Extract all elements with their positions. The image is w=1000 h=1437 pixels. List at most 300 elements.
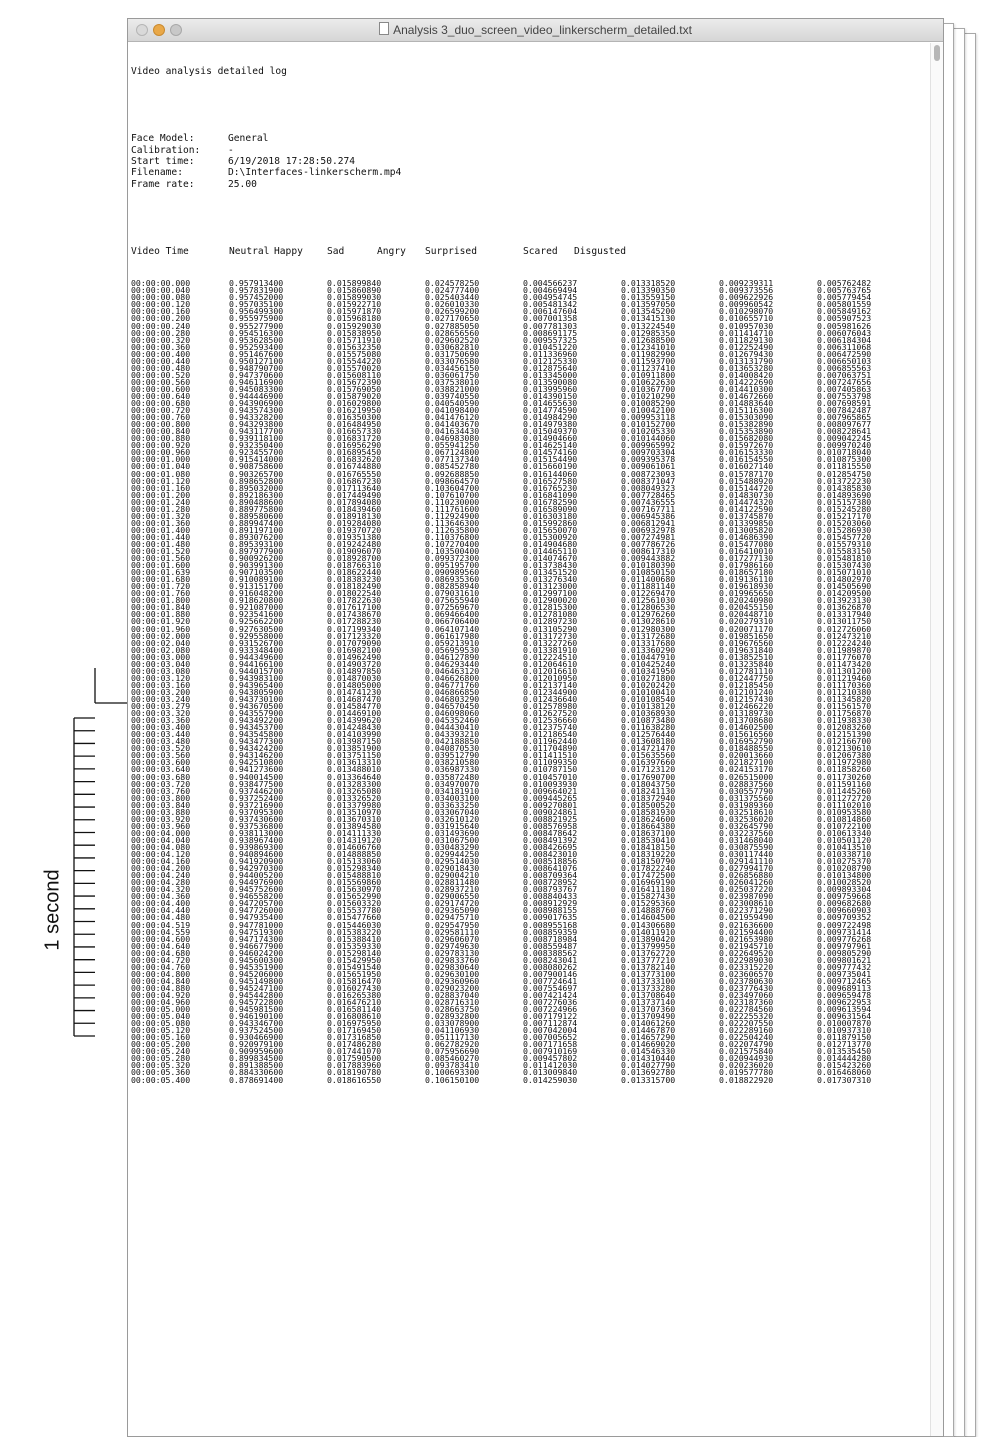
table-cell: 0.012576440 (621, 729, 676, 740)
table-cell: 0.013762720 (621, 947, 676, 958)
table-cell: 0.013545200 (621, 306, 676, 317)
table-cell: 0.018150790 (621, 856, 676, 867)
table-cell: 0.006472590 (817, 348, 872, 359)
table-cell: 0.023008610 (719, 898, 774, 909)
table-cell: 0.012976260 (621, 609, 676, 620)
table-cell: 0.012561030 (621, 595, 676, 606)
column-header: Disgusted (574, 246, 626, 258)
table-cell: 0.020944930 (719, 1053, 774, 1064)
table-cell: 0.008718984 (523, 933, 578, 944)
table-cell: 0.011414710 (719, 327, 774, 338)
table-cell: 0.008388562 (523, 947, 578, 958)
table-cell: 0.013559150 (621, 292, 676, 303)
table-cell: 0.014259030 (523, 1074, 578, 1085)
table-cell: 00:00:00.360 (131, 341, 191, 352)
table-cell: 00:00:00.600 (131, 383, 191, 394)
table-cell: 0.946677900 (229, 940, 284, 951)
table-cell: 0.018928700 (327, 553, 382, 564)
table-cell: 0.907103500 (229, 567, 284, 578)
table-cell: 0.015544220 (327, 355, 382, 366)
table-cell: 0.030875590 (719, 841, 774, 852)
table-cell: 0.014469100 (327, 708, 382, 719)
table-cell: 0.019851650 (719, 630, 774, 641)
table-cell: 0.038821000 (425, 383, 480, 394)
table-cell: 0.947935400 (229, 912, 284, 923)
table-cell: 0.016219950 (327, 405, 382, 416)
table-cell: 0.017883960 (327, 1060, 382, 1071)
table-cell: 0.007001358 (523, 313, 578, 324)
table-cell: 00:00:05.240 (131, 1046, 191, 1057)
table-cell: 0.903265700 (229, 468, 284, 479)
table-cell: 0.013782140 (621, 961, 676, 972)
table-cell: 0.016303180 (523, 510, 578, 521)
table-cell: 0.018616550 (327, 1074, 382, 1085)
table-cell: 0.908758600 (229, 461, 284, 472)
table-cell: 00:00:04.200 (131, 863, 191, 874)
table-cell: 0.017822240 (621, 863, 676, 874)
table-cell: 0.018822920 (719, 1074, 774, 1085)
table-cell: 00:00:04.480 (131, 912, 191, 923)
table-cell: 0.008859359 (523, 926, 578, 937)
table-cell: 0.945206000 (229, 968, 284, 979)
table-cell: 0.013737140 (621, 997, 676, 1008)
table-cell: 0.007728465 (621, 489, 676, 500)
table-cell: 0.039512790 (425, 750, 480, 761)
table-cell: 0.012875640 (523, 362, 578, 373)
table-cell: 0.015583150 (817, 546, 872, 557)
table-cell: 0.014061260 (621, 1018, 676, 1029)
table-cell: 0.895393100 (229, 538, 284, 549)
table-cell: 0.012815300 (523, 602, 578, 613)
table-cell: 0.947174300 (229, 933, 284, 944)
table-cell: 0.007224966 (523, 1004, 578, 1015)
table-cell: 0.018657180 (719, 567, 774, 578)
table-cell: 00:00:01.200 (131, 489, 191, 500)
table-cell: 0.059213910 (425, 637, 480, 648)
table-cell: 0.012166700 (817, 736, 872, 747)
table-cell: 00:00:01.440 (131, 531, 191, 542)
table-cell: 0.937430600 (229, 813, 284, 824)
table-cell: 0.095195700 (425, 560, 480, 571)
table-cell: 0.015971870 (327, 306, 382, 317)
table-cell: 0.941273600 (229, 764, 284, 775)
table-cell: 0.018383230 (327, 574, 382, 585)
table-cell: 0.939118100 (229, 433, 284, 444)
table-cell: 0.013265080 (327, 785, 382, 796)
table-cell: 0.023606570 (719, 968, 774, 979)
table-cell: 00:00:01.720 (131, 581, 191, 592)
table-cell: 0.015575080 (327, 348, 382, 359)
table-cell: 0.026599200 (425, 306, 480, 317)
table-cell: 0.009659478 (817, 989, 872, 1000)
table-cell: 0.015968180 (327, 313, 382, 324)
table-cell: 0.008617310 (621, 546, 676, 557)
table-cell: 0.013009840 (523, 1067, 578, 1078)
table-cell: 0.032610120 (425, 813, 480, 824)
table-cell: 0.014385830 (817, 482, 872, 493)
table-cell: 0.010447910 (621, 651, 676, 662)
table-cell: 0.113646300 (425, 517, 480, 528)
table-cell: 0.021594400 (719, 926, 774, 937)
table-cell: 0.011638280 (621, 722, 676, 733)
table-cell: 00:00:01.280 (131, 503, 191, 514)
table-cell: 0.910089100 (229, 574, 284, 585)
table-cell: 0.011776070 (817, 651, 872, 662)
table-cell: 0.015477080 (719, 538, 774, 549)
table-cell: 0.015992860 (523, 517, 578, 528)
table-cell: 0.009735041 (817, 968, 872, 979)
table-cell: 0.014410300 (719, 383, 774, 394)
table-cell: 0.007247656 (817, 376, 872, 387)
table-cell: 00:00:01.120 (131, 475, 191, 486)
table-cell: 0.031493690 (425, 827, 480, 838)
table-cell: 0.937446200 (229, 785, 284, 796)
table-cell: 00:00:03.800 (131, 792, 191, 803)
table-cell: 0.006184304 (817, 334, 872, 345)
column-header: Happy (274, 246, 303, 258)
table-cell: 0.897977900 (229, 546, 284, 557)
table-cell: 00:00:01.880 (131, 609, 191, 620)
table-cell: 0.011879150 (817, 1032, 872, 1043)
table-cell: 0.927630500 (229, 623, 284, 634)
table-cell: 0.018418150 (621, 841, 676, 852)
table-cell: 0.009797961 (817, 940, 872, 951)
table-cell: 0.011411510 (523, 750, 578, 761)
table-cell: 0.017986160 (719, 560, 774, 571)
table-cell: 0.011336960 (523, 348, 578, 359)
table-cell: 0.019965650 (719, 588, 774, 599)
table-cell: 0.009960542 (719, 299, 774, 310)
table-cell: 0.007063751 (817, 369, 872, 380)
table-cell: 00:00:01.760 (131, 588, 191, 599)
metadata-row (131, 179, 929, 190)
ruler-label (38, 869, 68, 951)
table-cell: 0.011099350 (523, 757, 578, 768)
table-cell: 0.007112874 (523, 1018, 578, 1029)
table-cell: 0.009777432 (817, 961, 872, 972)
table-cell: 0.014883640 (719, 398, 774, 409)
table-cell: 0.015672390 (327, 376, 382, 387)
table-cell: 00:00:01.600 (131, 560, 191, 571)
table-cell: 0.008955168 (523, 919, 578, 930)
table-cell: 0.011982990 (621, 348, 676, 359)
table-cell: 0.012713770 (817, 1039, 872, 1050)
table-cell: 0.055941250 (425, 440, 480, 451)
table-cell: 0.028932800 (425, 1011, 480, 1022)
table-cell: 0.020236020 (719, 1060, 774, 1071)
table-cell: 0.943346700 (229, 1018, 284, 1029)
table-cell: 0.041403670 (425, 419, 480, 430)
table-cell: 0.916048200 (229, 588, 284, 599)
table-cell: 0.010298070 (719, 306, 774, 317)
table-cell: 0.943146200 (229, 750, 284, 761)
table-cell: 0.013227260 (523, 637, 578, 648)
table-cell: 0.878691400 (229, 1074, 284, 1085)
table-cell: 0.005981626 (817, 320, 872, 331)
table-cell: 0.026856880 (719, 870, 774, 881)
table-cell: 0.009805290 (817, 947, 872, 958)
table-cell: 0.022371290 (719, 905, 774, 916)
metadata-row (131, 167, 929, 178)
table-cell: 0.029630100 (425, 968, 480, 979)
table-cell: 0.015154490 (523, 454, 578, 465)
table-cell: 0.009613594 (817, 1004, 872, 1015)
table-cell: 0.007005652 (523, 1032, 578, 1043)
table-cell: 0.889580600 (229, 510, 284, 521)
table-cell: 0.015298340 (327, 863, 382, 874)
table-cell: 0.028937210 (425, 884, 480, 895)
table-cell: 0.010501120 (817, 834, 872, 845)
table-cell: 0.013105290 (523, 623, 578, 634)
table-cell: 00:00:05.000 (131, 1004, 191, 1015)
table-cell: 0.010085290 (621, 398, 676, 409)
table-cell: 0.013364640 (327, 771, 382, 782)
table-cell: 0.015632350 (327, 341, 382, 352)
table-cell: 0.016411180 (621, 884, 676, 895)
table-cell: 0.920979100 (229, 1039, 284, 1050)
table-cell: 0.009664021 (523, 785, 578, 796)
table-cell: 0.011210380 (817, 686, 872, 697)
table-cell: 0.009061061 (621, 461, 676, 472)
table-cell: 0.026041260 (719, 877, 774, 888)
table-cell: 0.007553798 (817, 390, 872, 401)
scrollbar-thumb[interactable] (934, 45, 940, 61)
table-cell: 0.945351900 (229, 961, 284, 972)
table-cell: 0.008840433 (523, 891, 578, 902)
table-cell: 0.027994170 (719, 863, 774, 874)
table-cell: 0.013028610 (621, 616, 676, 627)
table-cell: 0.947726000 (229, 905, 284, 916)
table-cell: 00:00:00.760 (131, 412, 191, 423)
table-cell: 0.010271800 (621, 672, 676, 683)
table-cell: 0.015650070 (523, 524, 578, 535)
table-cell: 0.923455700 (229, 447, 284, 458)
table-cell: 0.013722230 (817, 475, 872, 486)
table-cell: 0.110376800 (425, 531, 480, 542)
metadata-value: D:\Interfaces-linkerscherm.mp4 (228, 167, 402, 179)
table-cell: 0.009622926 (719, 292, 774, 303)
table-cell: 0.010093930 (523, 778, 578, 789)
table-cell: 00:00:00.520 (131, 369, 191, 380)
table-cell: 0.022289160 (719, 1025, 774, 1036)
table-cell: 0.956499300 (229, 306, 284, 317)
table-cell: 0.020455150 (719, 602, 774, 613)
table-cell: 0.029944250 (425, 849, 480, 860)
table-cell: 0.013894580 (327, 820, 382, 831)
table-cell: 0.007698591 (817, 398, 872, 409)
table-cell: 00:00:03.960 (131, 820, 191, 831)
table-cell: 0.012900020 (523, 595, 578, 606)
table-cell: 0.111761600 (425, 503, 480, 514)
table-cell: 0.017441070 (327, 1046, 382, 1057)
table-cell: 00:00:05.400 (131, 1074, 191, 1085)
table-cell: 0.012447750 (719, 672, 774, 683)
table-cell: 0.016581140 (327, 1004, 382, 1015)
table-cell: 0.051117130 (425, 1032, 480, 1043)
table-cell: 0.037538010 (425, 376, 480, 387)
table-cell: 0.010367700 (621, 383, 676, 394)
table-cell: 0.006932978 (621, 524, 676, 535)
table-cell: 0.953628500 (229, 334, 284, 345)
table-cell: 0.005907523 (817, 313, 872, 324)
table-cell: 0.018622440 (327, 567, 382, 578)
table-cell: 0.022504240 (719, 1032, 774, 1043)
table-cell: 0.008478642 (523, 827, 578, 838)
table-cell: 0.943906900 (229, 398, 284, 409)
table-cell: 0.011473420 (817, 658, 872, 669)
table-cell: 0.943477300 (229, 736, 284, 747)
table-cell: 0.019577780 (719, 1067, 774, 1078)
table-cell: 0.015303090 (719, 412, 774, 423)
table-cell: 0.015608110 (327, 369, 382, 380)
table-cell: 0.028837560 (719, 778, 774, 789)
table-cell: 0.009042245 (817, 433, 872, 444)
table-cell: 0.015217170 (817, 510, 872, 521)
table-cell: 0.005481342 (523, 299, 578, 310)
table-cell: 0.085452780 (425, 461, 480, 472)
table-cell: 0.014103990 (327, 729, 382, 740)
table-cell: 0.007171658 (523, 1039, 578, 1050)
table-cell: 0.013318520 (621, 278, 676, 289)
table-cell: 0.017199340 (327, 623, 382, 634)
table-cell: 0.011858260 (817, 764, 872, 775)
table-cell: 0.899834500 (229, 1053, 284, 1064)
table-cell: 0.011561570 (817, 701, 872, 712)
table-cell: 0.016027140 (719, 461, 774, 472)
table-cell: 0.031750690 (425, 348, 480, 359)
table-cell: 0.034181910 (425, 785, 480, 796)
table-cell: 0.010134800 (817, 870, 872, 881)
table-cell: 00:00:04.240 (131, 870, 191, 881)
table-cell: 0.008793767 (523, 884, 578, 895)
table-cell: 0.007910169 (523, 1046, 578, 1057)
table-cell: 0.010210290 (621, 390, 676, 401)
table-cell: 00:00:05.120 (131, 1025, 191, 1036)
table-cell: 00:00:00.800 (131, 419, 191, 430)
window-title-wrap (128, 22, 943, 37)
table-cell: 0.092688850 (425, 468, 480, 479)
table-cell: 0.005762482 (817, 278, 872, 289)
table-cell: 0.016484950 (327, 419, 382, 430)
table-cell: 0.018043750 (621, 778, 676, 789)
table-cell: 0.943557900 (229, 708, 284, 719)
table-cell: 00:00:03.440 (131, 729, 191, 740)
table-cell: 0.013745870 (719, 510, 774, 521)
table-cell: 0.014584770 (327, 701, 382, 712)
table-cell: 0.013995960 (523, 383, 578, 394)
table-cell: 0.013399850 (719, 517, 774, 528)
table-cell: 0.021636600 (719, 919, 774, 930)
table-cell: 0.014805000 (327, 679, 382, 690)
table-cell: 0.018182490 (327, 581, 382, 592)
table-cell: 0.015388410 (327, 933, 382, 944)
table-cell: 0.011345820 (817, 694, 872, 704)
table-cell: 0.890488600 (229, 496, 284, 507)
table-cell: 0.012130610 (817, 743, 872, 754)
table-cell: 0.006812941 (621, 517, 676, 528)
title-bar[interactable] (128, 19, 943, 42)
table-cell: 0.022784560 (719, 1004, 774, 1015)
table-cell: 0.943117700 (229, 426, 284, 437)
table-cell: 00:00:04.680 (131, 947, 191, 958)
log-content[interactable] (131, 43, 929, 1436)
table-cell: 0.046803290 (425, 694, 480, 704)
table-cell: 00:00:01.639 (131, 567, 191, 578)
table-cell: 0.014687470 (327, 694, 382, 704)
table-cell: 0.014669020 (621, 1039, 676, 1050)
table-cell: 0.025037220 (719, 884, 774, 895)
table-cell: 00:00:05.360 (131, 1067, 191, 1078)
table-cell: 0.056959530 (425, 644, 480, 655)
table-cell: 0.010108540 (621, 694, 676, 704)
table-cell: 0.942510800 (229, 757, 284, 768)
table-cell: 00:00:05.320 (131, 1060, 191, 1071)
table-cell: 0.017113640 (327, 482, 382, 493)
table-cell: 0.016952790 (719, 736, 774, 747)
table-cell: 0.892186300 (229, 489, 284, 500)
table-cell: 0.007842487 (817, 405, 872, 416)
table-cell: 0.011730260 (817, 771, 872, 782)
table-cell: 0.015307430 (817, 560, 872, 571)
table-cell: 0.010787150 (523, 764, 578, 775)
table-cell: 0.013379980 (327, 799, 382, 810)
table-cell: 0.923541600 (229, 609, 284, 620)
table-cell: 0.079031610 (425, 588, 480, 599)
table-cell: 0.012688500 (621, 334, 676, 345)
table-cell: 0.015429950 (327, 954, 382, 965)
table-cell: 0.014248430 (327, 722, 382, 733)
table-cell: 0.009017635 (523, 912, 578, 923)
table-cell: 0.106150100 (425, 1074, 480, 1085)
table-cell: 00:00:04.320 (131, 884, 191, 895)
table-cell: 0.029174720 (425, 898, 480, 909)
table-cell: 0.013733280 (621, 982, 676, 993)
table-cell: 0.015286930 (817, 524, 872, 535)
table-cell: 0.007405863 (817, 383, 872, 394)
table-cell: 0.016410010 (719, 546, 774, 557)
table-cell: 0.009557325 (523, 334, 578, 345)
table-cell: 0.024777400 (425, 285, 480, 296)
table-cell: 0.017307310 (817, 1074, 872, 1085)
table-cell: 0.013005820 (719, 524, 774, 535)
table-cell: 0.015922710 (327, 299, 382, 310)
table-cell: 0.014830730 (719, 489, 774, 500)
table-cell: 0.028663750 (425, 1004, 480, 1015)
table-cell: 0.943492200 (229, 715, 284, 726)
table-cell: 0.014657290 (621, 1032, 676, 1043)
table-cell: 0.012781080 (523, 609, 578, 620)
table-cell: 0.013326520 (327, 792, 382, 803)
table-cell: 0.021827100 (719, 757, 774, 768)
table-cell: 0.016975950 (327, 1018, 382, 1029)
vertical-scrollbar[interactable] (930, 43, 943, 1436)
table-cell: 0.955975900 (229, 313, 284, 324)
table-cell: 0.039740550 (425, 390, 480, 401)
table-cell: 0.015616560 (719, 729, 774, 740)
table-cell: 0.015603320 (327, 898, 382, 909)
table-cell: 0.007965865 (817, 412, 872, 423)
table-cell: 0.925662200 (229, 616, 284, 627)
table-cell: 00:00:03.840 (131, 799, 191, 810)
table-cell: 00:00:03.720 (131, 778, 191, 789)
table-cell: 0.012997100 (523, 588, 578, 599)
table-cell: 0.043393210 (425, 729, 480, 740)
table-cell: 0.944015700 (229, 665, 284, 676)
table-cell: 0.955277900 (229, 320, 284, 331)
table-cell: 0.937536800 (229, 820, 284, 831)
table-cell: 0.018664380 (621, 820, 676, 831)
table-cell: 0.090989560 (425, 567, 480, 578)
